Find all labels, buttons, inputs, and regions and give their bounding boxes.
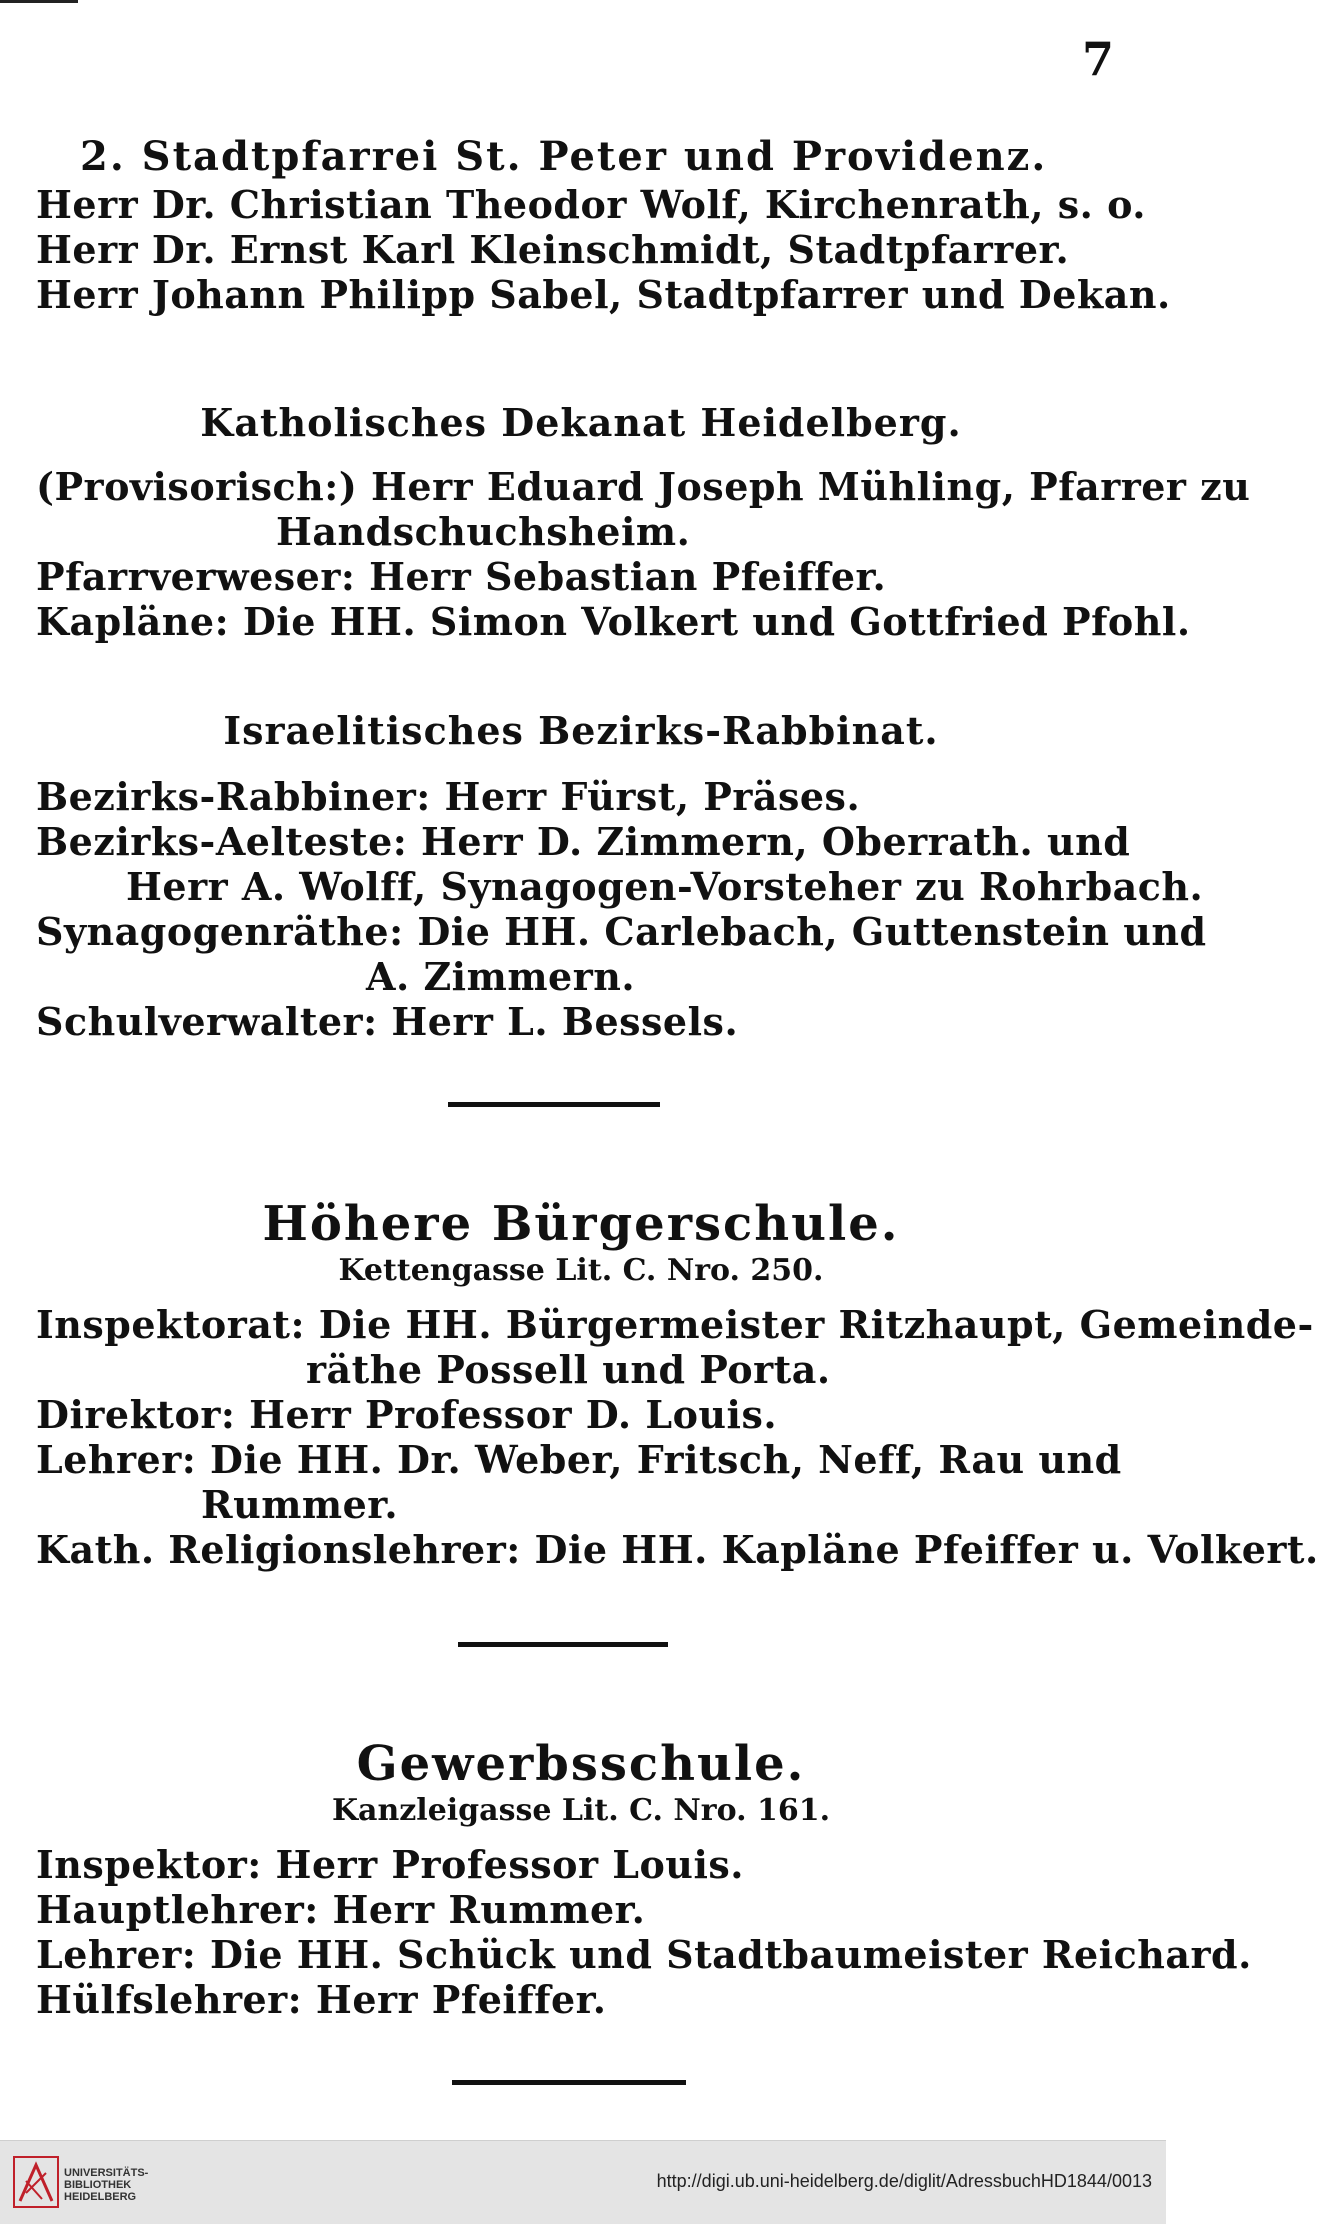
- entry-line: Hülfslehrer: Herr Pfeiffer.: [36, 1977, 607, 2022]
- section-heading: Höhere Bürgerschule.: [262, 1196, 900, 1252]
- entry-line: Lehrer: Die HH. Schück und Stadtbaumeister Reichard.: [36, 1932, 1252, 1977]
- entry-line: Lehrer: Die HH. Dr. Weber, Fritsch, Neff, Rau und: [36, 1437, 1122, 1482]
- section-stadtpfarrei: [36, 132, 1171, 317]
- entry-line-continued: Herr A. Wolff, Synagogen-Vorsteher zu Rohrbach.: [126, 864, 1204, 909]
- entry-line: Hauptlehrer: Herr Rummer.: [36, 1887, 646, 1932]
- entry-line: Pfarrverweser: Herr Sebastian Pfeiffer.: [36, 554, 887, 599]
- section-address: Kettengasse Lit. C. Nro. 250.: [338, 1253, 824, 1288]
- section-heading: Katholisches Dekanat Heidelberg.: [200, 400, 962, 445]
- section-divider: [448, 1102, 660, 1107]
- entry-line: Herr Johann Philipp Sabel, Stadtpfarrer und Dekan.: [36, 272, 1171, 317]
- entry-line: Kapläne: Die HH. Simon Volkert und Gottfried Pfohl.: [36, 599, 1191, 644]
- entry-line: Schulverwalter: Herr L. Bessels.: [36, 999, 739, 1044]
- entry-line-continued: räthe Possell und Porta.: [306, 1347, 831, 1392]
- section-heading: Gewerbsschule.: [356, 1736, 806, 1792]
- section-katholisches-dekanat: [36, 400, 1251, 644]
- entry-line: Kath. Religionslehrer: Die HH. Kapläne Pfeiffer u. Volkert.: [36, 1527, 1319, 1572]
- logo-line: UNIVERSITÄTS-: [64, 2167, 149, 2179]
- permalink-url[interactable]: http://digi.ub.uni-heidelberg.de/diglit/AdressbuchHD1844/0013: [656, 2171, 1152, 2191]
- entry-line: Bezirks-Aelteste: Herr D. Zimmern, Oberrath. und: [36, 819, 1131, 864]
- logo-line: HEIDELBERG: [64, 2191, 137, 2203]
- entry-line: Direktor: Herr Professor D. Louis.: [36, 1392, 778, 1437]
- logo-text: [64, 2167, 148, 2203]
- section-heading: Israelitisches Bezirks-Rabbinat.: [223, 708, 939, 753]
- entry-line: Inspektorat: Die HH. Bürgermeister Ritzhaupt, Gemeinde-: [36, 1302, 1314, 1347]
- university-library-logo-icon: [12, 2153, 60, 2211]
- section-gewerbsschule: [36, 1736, 1252, 2022]
- section-bezirks-rabbinat: [36, 708, 1207, 1044]
- viewer-footer-bar: [0, 2140, 1166, 2224]
- section-hoehere-buergerschule: [36, 1196, 1319, 1572]
- entry-line: Bezirks-Rabbiner: Herr Fürst, Präses.: [36, 774, 861, 819]
- entry-line-continued: Handschuchsheim.: [276, 509, 691, 554]
- section-address: Kanzleigasse Lit. C. Nro. 161.: [331, 1793, 831, 1828]
- section-divider: [452, 2080, 686, 2085]
- entry-line: Herr Dr. Ernst Karl Kleinschmidt, Stadtpfarrer.: [36, 227, 1070, 272]
- section-divider: [458, 1642, 668, 1647]
- page-number: 7: [1081, 32, 1114, 86]
- entry-line-continued: A. Zimmern.: [366, 954, 636, 999]
- top-edge-rule: [0, 0, 78, 3]
- section-title: 2. Stadtpfarrei St. Peter und Providenz.: [80, 133, 1048, 180]
- entry-line-continued: Rummer.: [201, 1482, 399, 1527]
- entry-line: Inspektor: Herr Professor Louis.: [36, 1842, 744, 1887]
- entry-line: Synagogenräthe: Die HH. Carlebach, Guttenstein und: [36, 909, 1207, 954]
- logo-line: BIBLIOTHEK: [64, 2179, 132, 2191]
- entry-line: Herr Dr. Christian Theodor Wolf, Kirchenrath, s. o.: [36, 182, 1147, 227]
- entry-line: (Provisorisch:) Herr Eduard Joseph Mühling, Pfarrer zu: [36, 464, 1251, 509]
